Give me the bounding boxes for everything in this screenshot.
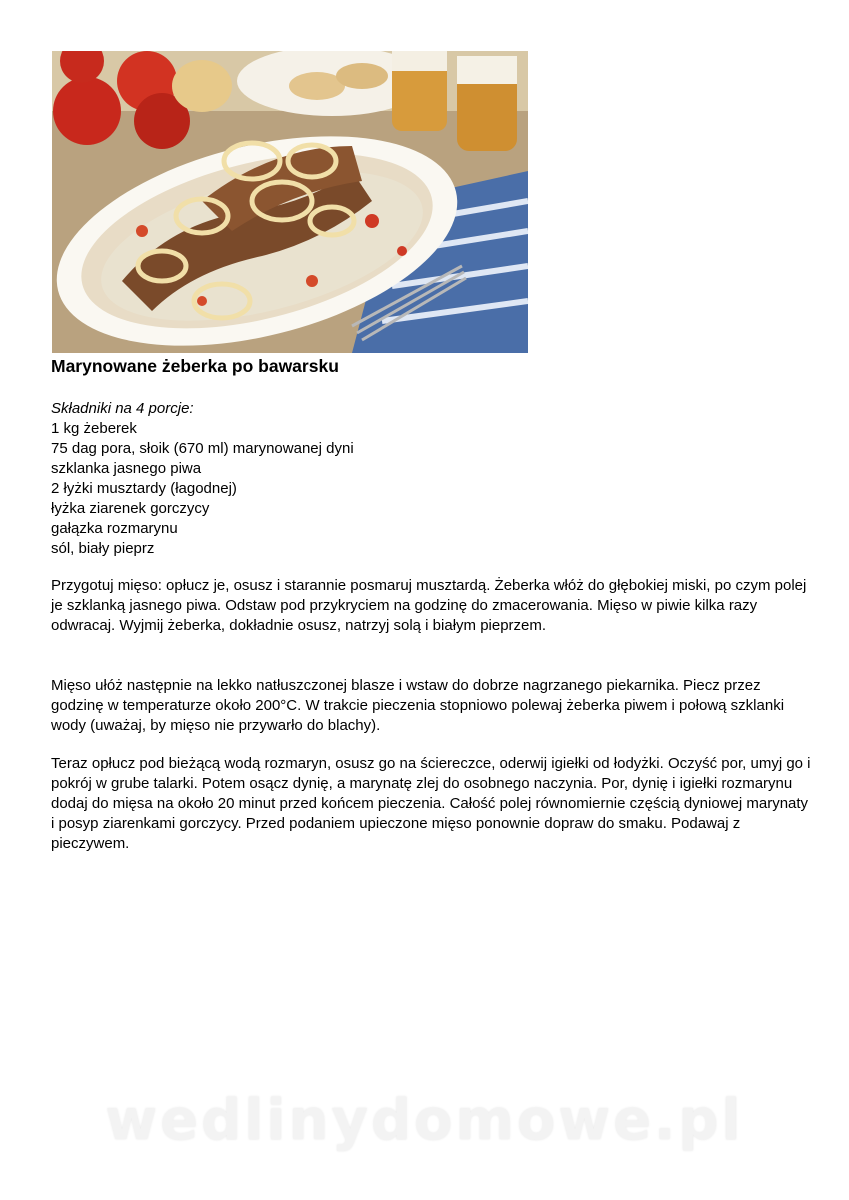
instruction-paragraph: Teraz opłucz pod bieżącą wodą rozmaryn, osusz go na ściereczce, oderwij igiełki od łodyżki. Oczyść por, umyj go i pokrój w grube talarki. Potem osącz dynię, a marynatę zlej do osobnego naczynia. Por, dynię i igiełki rozmarynu dodaj do mięsa na około 20 minut przed końcem pieczenia. Całość polej równomiernie częścią dyniowej marynaty i posyp ziarenkami gorczycy. Przed podaniem upieczone mięso ponownie dopraw do smaku. Podawaj z pieczywem. <box>51 755 811 852</box>
ingredient-item: 1 kg żeberek <box>51 420 137 437</box>
ingredient-item: łyżka ziarenek gorczycy <box>51 500 210 517</box>
ingredients-section <box>51 399 354 559</box>
instruction-paragraph: Przygotuj mięso: opłucz je, osusz i starannie posmaruj musztardą. Żeberka włóż do głębokiej miski, po czym polej je szklanką jasnego piwa. Odstaw pod przykryciem na godzinę do zmacerowania. Mięso w piwie kilka razy odwracaj. Wyjmij żeberka, dokładnie osusz, natrzyj solą i białym pieprzem. <box>51 577 807 634</box>
ingredient-item: 75 dag pora, słoik (670 ml) marynowanej dyni <box>51 440 354 457</box>
ingredient-item: sól, biały pieprz <box>51 540 155 557</box>
instruction-paragraph: Mięso ułóż następnie na lekko natłuszczonej blasze i wstaw do dobrze nagrzanego piekarnika. Piecz przez godzinę w temperaturze około 200°C. W trakcie pieczenia stopniowo polewaj żeberka piwem i połową szklanki wody (uważaj, by mięso nie przywarło do blachy). <box>51 677 785 734</box>
ingredients-label: Składniki na 4 porcje: <box>51 400 194 417</box>
ingredients-list <box>51 419 354 559</box>
ingredient-item: 2 łyżki musztardy (łagodnej) <box>51 480 237 497</box>
ingredient-item: szklanka jasnego piwa <box>51 460 202 477</box>
recipe-title: Marynowane żeberka po bawarsku <box>51 356 339 376</box>
site-watermark: wedlinydomowe.pl <box>105 1088 744 1153</box>
ingredient-item: gałązka rozmarynu <box>51 520 178 537</box>
recipe-photo <box>52 51 528 353</box>
